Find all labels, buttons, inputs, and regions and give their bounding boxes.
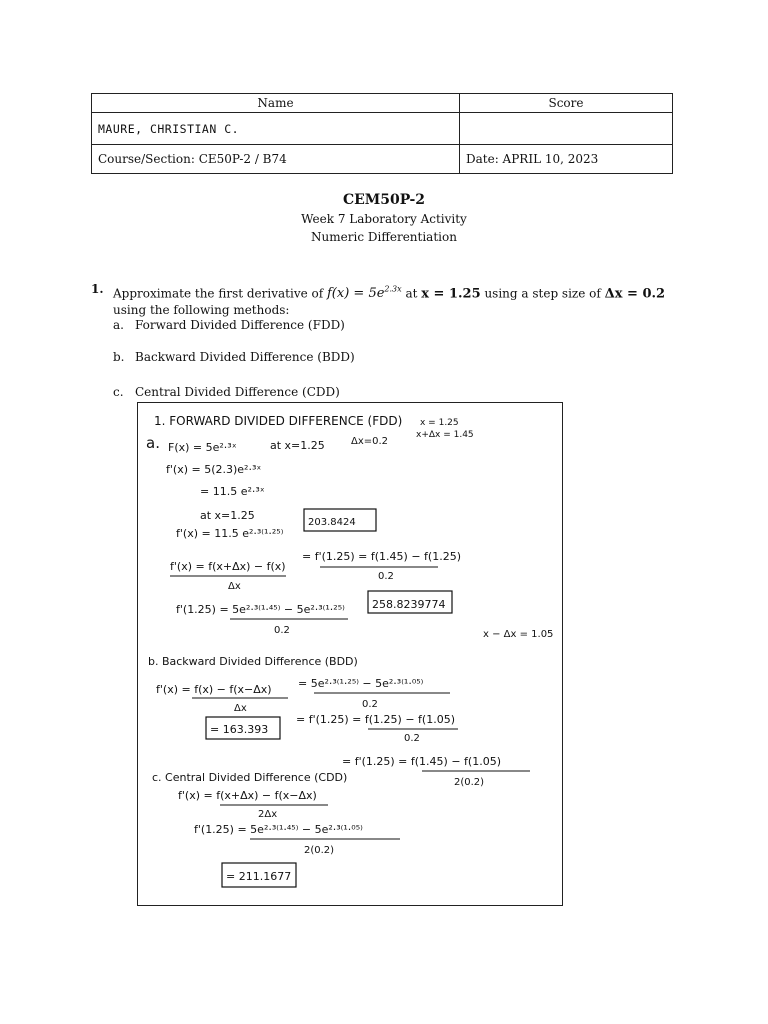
question-text-part: using a step size of xyxy=(480,286,605,301)
option-label: Central Divided Difference (CDD) xyxy=(135,385,340,399)
a-function: F(x) = 5e²·³ˣ xyxy=(168,441,237,454)
b-result: = 163.393 xyxy=(210,723,269,736)
a-substitution-den: 0.2 xyxy=(378,571,394,582)
course-section: Course/Section: CE50P-2 / B74 xyxy=(92,145,460,174)
c-result: = 211.1677 xyxy=(226,870,292,883)
activity-title: Numeric Differentiation xyxy=(311,230,457,244)
c-substitution: = f'(1.25) = f(1.45) − f(1.05) xyxy=(342,755,502,768)
week-title: Week 7 Laboratory Activity xyxy=(301,212,467,226)
question-text-part: Approximate the first derivative of xyxy=(113,286,327,301)
function-base: f(x) = 5e xyxy=(327,286,385,302)
a-substitution: = f'(1.25) = f(1.45) − f(1.25) xyxy=(302,550,462,563)
cdd-heading: c. Central Divided Difference (CDD) xyxy=(152,771,348,784)
corner-x: x = 1.25 xyxy=(420,418,459,428)
x-value: x = 1.25 xyxy=(421,286,481,302)
c-substitution-den: 2(0.2) xyxy=(454,777,485,788)
part-a-label: a. xyxy=(146,434,160,452)
score-header: Score xyxy=(460,94,673,113)
bdd-heading: b. Backward Divided Difference (BDD) xyxy=(148,655,358,668)
name-header: Name xyxy=(92,94,460,113)
c-numeric: f'(1.25) = 5e²·³⁽¹·⁴⁵⁾ − 5e²·³⁽¹·⁰⁵⁾ xyxy=(194,823,363,836)
a-at-x-2: at x=1.25 xyxy=(200,509,255,522)
score-value xyxy=(460,113,673,145)
c-formula: f'(x) = f(x+Δx) − f(x−Δx) xyxy=(178,789,317,802)
option-label: Backward Divided Difference (BDD) xyxy=(135,350,355,364)
solution-drawing xyxy=(138,403,562,905)
a-formula-den: Δx xyxy=(228,581,241,592)
question-number: 1. xyxy=(91,282,104,296)
function-expression xyxy=(327,286,402,301)
option-letter: c. xyxy=(113,385,124,399)
question-text-part: at xyxy=(401,286,422,301)
a-true-derivative: f'(x) = 11.5 e²·³⁽¹·²⁵⁾ xyxy=(176,527,284,540)
a-result: 258.8239774 xyxy=(372,598,446,611)
option-c xyxy=(113,385,340,399)
question-text xyxy=(113,281,673,319)
b-substitution-2-den: 0.2 xyxy=(404,733,420,744)
b-formula-den: Δx xyxy=(234,703,247,714)
a-formula: f'(x) = f(x+Δx) − f(x) xyxy=(170,560,286,573)
option-label: Forward Divided Difference (FDD) xyxy=(135,318,345,332)
course-title: CEM50P-2 xyxy=(342,192,426,208)
b-corner: x − Δx = 1.05 xyxy=(483,629,554,640)
option-b xyxy=(113,350,355,364)
handwritten-solution xyxy=(137,402,563,906)
function-exponent: 2.3x xyxy=(384,285,402,294)
a-numeric: f'(1.25) = 5e²·³⁽¹·⁴⁵⁾ − 5e²·³⁽¹·²⁵⁾ xyxy=(176,603,345,616)
b-substitution-den: 0.2 xyxy=(362,699,378,710)
a-true-value: 203.8424 xyxy=(308,517,356,528)
a-at-x: at x=1.25 xyxy=(270,439,325,452)
b-formula: f'(x) = f(x) − f(x−Δx) xyxy=(156,683,272,696)
a-dx: Δx=0.2 xyxy=(351,436,389,447)
header-table xyxy=(91,93,673,174)
date-field: Date: APRIL 10, 2023 xyxy=(460,145,673,174)
c-formula-den: 2Δx xyxy=(258,809,278,820)
question-text-part: using the following methods: xyxy=(113,303,290,318)
b-substitution: = 5e²·³⁽¹·²⁵⁾ − 5e²·³⁽¹·⁰⁵⁾ xyxy=(298,677,424,690)
corner-xdx: x+Δx = 1.45 xyxy=(416,430,474,440)
option-letter: b. xyxy=(113,350,125,364)
c-numeric-den: 2(0.2) xyxy=(304,845,335,856)
a-derivative-1: f'(x) = 5(2.3)e²·³ˣ xyxy=(166,463,262,476)
step-size: Δx = 0.2 xyxy=(604,286,666,302)
option-letter: a. xyxy=(113,318,124,332)
b-substitution-2: = f'(1.25) = f(1.25) − f(1.05) xyxy=(296,713,456,726)
student-name: MAURE, CHRISTIAN C. xyxy=(92,113,460,145)
option-a xyxy=(113,318,345,332)
a-derivative-2: = 11.5 e²·³ˣ xyxy=(200,485,265,498)
a-numeric-den: 0.2 xyxy=(274,625,290,636)
fdd-heading: 1. FORWARD DIVIDED DIFFERENCE (FDD) xyxy=(154,414,403,428)
